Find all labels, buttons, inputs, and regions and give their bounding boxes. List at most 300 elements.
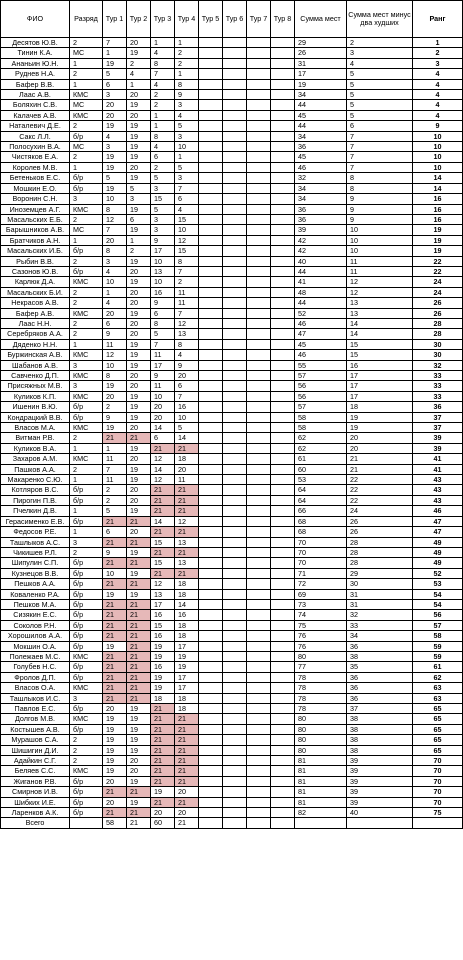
cell-rank: 19 bbox=[413, 246, 463, 256]
cell-tour-6 bbox=[223, 485, 247, 495]
cell-tour-2: 19 bbox=[127, 225, 151, 235]
cell-tour-7 bbox=[247, 527, 271, 537]
table-row bbox=[1, 152, 463, 162]
cell-tour-1: 6 bbox=[103, 318, 127, 328]
cell-tour-1: 20 bbox=[103, 110, 127, 120]
cell-category: б/р bbox=[70, 183, 103, 193]
cell-tour-2: 21 bbox=[127, 579, 151, 589]
cell-category: КМС bbox=[70, 391, 103, 401]
cell-tour-5 bbox=[199, 756, 223, 766]
cell-sum: 76 bbox=[295, 641, 347, 651]
cell-tour-6 bbox=[223, 412, 247, 422]
cell-tour-4: 12 bbox=[175, 318, 199, 328]
cell-tour-6 bbox=[223, 662, 247, 672]
table-row bbox=[1, 516, 463, 526]
cell-name: Коваленко Р.А. bbox=[1, 589, 70, 599]
cell-tour-5 bbox=[199, 808, 223, 818]
cell-tour-1: 9 bbox=[103, 547, 127, 557]
cell-rank: 4 bbox=[413, 90, 463, 100]
cell-tour-1: 21 bbox=[103, 610, 127, 620]
cell-tour-3: 17 bbox=[151, 599, 175, 609]
cell-tour-3: 1 bbox=[151, 121, 175, 131]
cell-rank: 57 bbox=[413, 620, 463, 630]
cell-tour-4: 9 bbox=[175, 90, 199, 100]
cell-tour-6 bbox=[223, 194, 247, 204]
cell-sum-minus-two: 18 bbox=[347, 402, 413, 412]
cell-tour-7 bbox=[247, 339, 271, 349]
cell-tour-5 bbox=[199, 38, 223, 48]
cell-sum-minus-two: 15 bbox=[347, 339, 413, 349]
cell-tour-6 bbox=[223, 506, 247, 516]
cell-sum: 34 bbox=[295, 183, 347, 193]
cell-tour-4: 20 bbox=[175, 371, 199, 381]
cell-sum-minus-two: 40 bbox=[347, 808, 413, 818]
cell-rank: 4 bbox=[413, 79, 463, 89]
cell-tour-3: 19 bbox=[151, 651, 175, 661]
cell-tour-4: 21 bbox=[175, 547, 199, 557]
cell-tour-1: 19 bbox=[103, 589, 127, 599]
cell-tour-5 bbox=[199, 90, 223, 100]
cell-tour-1: 19 bbox=[103, 724, 127, 734]
cell-sum-minus-two: 8 bbox=[347, 173, 413, 183]
cell-tour-3: 3 bbox=[151, 225, 175, 235]
cell-rank: 33 bbox=[413, 391, 463, 401]
cell-tour-4: 10 bbox=[175, 412, 199, 422]
table-row bbox=[1, 308, 463, 318]
cell-category: б/р bbox=[70, 402, 103, 412]
cell-tour-4: 21 bbox=[175, 495, 199, 505]
cell-tour-1: 19 bbox=[103, 756, 127, 766]
cell-tour-4: 2 bbox=[175, 48, 199, 58]
cell-tour-6 bbox=[223, 162, 247, 172]
cell-tour-5 bbox=[199, 443, 223, 453]
cell-category: 2 bbox=[70, 433, 103, 443]
cell-sum: 31 bbox=[295, 58, 347, 68]
cell-tour-8 bbox=[271, 599, 295, 609]
cell-tour-6 bbox=[223, 131, 247, 141]
cell-tour-6 bbox=[223, 402, 247, 412]
cell-tour-1: 21 bbox=[103, 433, 127, 443]
cell-rank: 47 bbox=[413, 527, 463, 537]
cell-category: 1 bbox=[70, 58, 103, 68]
cell-rank: 22 bbox=[413, 266, 463, 276]
cell-tour-4: 7 bbox=[175, 308, 199, 318]
cell-tour-6 bbox=[223, 756, 247, 766]
cell-tour-1: 8 bbox=[103, 371, 127, 381]
cell-name: Адайкин С.Г. bbox=[1, 756, 70, 766]
cell-rank: 10 bbox=[413, 152, 463, 162]
cell-sum: 58 bbox=[295, 423, 347, 433]
cell-tour-3: 9 bbox=[151, 298, 175, 308]
cell-tour-3: 19 bbox=[151, 787, 175, 797]
cell-tour-4: 4 bbox=[175, 204, 199, 214]
cell-tour-1: 21 bbox=[103, 672, 127, 682]
cell-tour-5 bbox=[199, 235, 223, 245]
table-row bbox=[1, 246, 463, 256]
cell-sum: 70 bbox=[295, 558, 347, 568]
cell-tour-4: 5 bbox=[175, 121, 199, 131]
cell-tour-4: 21 bbox=[175, 485, 199, 495]
cell-name: Жиганов Р.В. bbox=[1, 776, 70, 786]
cell-tour-7 bbox=[247, 194, 271, 204]
cell-rank: 16 bbox=[413, 204, 463, 214]
cell-sum-minus-two: 38 bbox=[347, 735, 413, 745]
cell-tour-7 bbox=[247, 152, 271, 162]
cell-tour-8 bbox=[271, 693, 295, 703]
table-row bbox=[1, 121, 463, 131]
cell-category: КМС bbox=[70, 204, 103, 214]
cell-rank: 16 bbox=[413, 194, 463, 204]
cell-tour-6 bbox=[223, 90, 247, 100]
table-row bbox=[1, 173, 463, 183]
cell-tour-6 bbox=[223, 527, 247, 537]
cell-tour-2: 19 bbox=[127, 350, 151, 360]
cell-sum-minus-two: 22 bbox=[347, 485, 413, 495]
cell-name: Федосов Р.Е. bbox=[1, 527, 70, 537]
table-row bbox=[1, 797, 463, 807]
cell-name: Калачев А.В. bbox=[1, 110, 70, 120]
cell-sum-minus-two: 13 bbox=[347, 298, 413, 308]
cell-sum: 53 bbox=[295, 475, 347, 485]
cell-category: б/р bbox=[70, 662, 103, 672]
cell-tour-3: 14 bbox=[151, 423, 175, 433]
cell-tour-8 bbox=[271, 641, 295, 651]
cell-tour-1: 21 bbox=[103, 693, 127, 703]
table-row bbox=[1, 298, 463, 308]
cell-tour-4: 20 bbox=[175, 808, 199, 818]
cell-tour-6 bbox=[223, 58, 247, 68]
cell-tour-6 bbox=[223, 558, 247, 568]
cell-tour-3: 21 bbox=[151, 704, 175, 714]
cell-sum-minus-two: 10 bbox=[347, 246, 413, 256]
cell-tour-8 bbox=[271, 225, 295, 235]
cell-tour-1: 19 bbox=[103, 745, 127, 755]
cell-name: Полежаев М.С. bbox=[1, 651, 70, 661]
cell-tour-4: 18 bbox=[175, 454, 199, 464]
cell-category: 2 bbox=[70, 298, 103, 308]
cell-tour-6 bbox=[223, 693, 247, 703]
cell-category: б/р bbox=[70, 797, 103, 807]
cell-tour-7 bbox=[247, 537, 271, 547]
cell-category: КМС bbox=[70, 110, 103, 120]
cell-tour-6 bbox=[223, 610, 247, 620]
cell-tour-4: 8 bbox=[175, 339, 199, 349]
cell-tour-5 bbox=[199, 173, 223, 183]
cell-tour-5 bbox=[199, 79, 223, 89]
cell-tour-7 bbox=[247, 329, 271, 339]
cell-name: Ларенков А.К. bbox=[1, 808, 70, 818]
cell-tour-3: 4 bbox=[151, 48, 175, 58]
cell-tour-7 bbox=[247, 371, 271, 381]
cell-tour-6 bbox=[223, 246, 247, 256]
cell-rank: 65 bbox=[413, 735, 463, 745]
cell-tour-3: 15 bbox=[151, 620, 175, 630]
cell-sum: 56 bbox=[295, 391, 347, 401]
table-row bbox=[1, 766, 463, 776]
table-row bbox=[1, 662, 463, 672]
cell-tour-7 bbox=[247, 235, 271, 245]
cell-rank: 49 bbox=[413, 558, 463, 568]
cell-tour-7 bbox=[247, 100, 271, 110]
cell-name: Захаров А.М. bbox=[1, 454, 70, 464]
cell-tour-2: 19 bbox=[127, 121, 151, 131]
cell-tour-4: 8 bbox=[175, 256, 199, 266]
cell-tour-2: 19 bbox=[127, 204, 151, 214]
cell-tour-7 bbox=[247, 745, 271, 755]
cell-tour-4: 3 bbox=[175, 100, 199, 110]
cell-sum: 68 bbox=[295, 516, 347, 526]
cell-tour-3: 3 bbox=[151, 214, 175, 224]
cell-tour-8 bbox=[271, 235, 295, 245]
cell-sum-minus-two: 11 bbox=[347, 266, 413, 276]
cell-name: Куликов К.П. bbox=[1, 391, 70, 401]
cell-tour-5 bbox=[199, 381, 223, 391]
cell-sum-minus-two: 7 bbox=[347, 131, 413, 141]
cell-tour-6 bbox=[223, 537, 247, 547]
cell-tour-5 bbox=[199, 693, 223, 703]
cell-tour-7 bbox=[247, 610, 271, 620]
cell-tour-6 bbox=[223, 620, 247, 630]
cell-tour-3: 20 bbox=[151, 808, 175, 818]
cell-tour-6 bbox=[223, 745, 247, 755]
cell-tour-7 bbox=[247, 776, 271, 786]
cell-tour-8 bbox=[271, 162, 295, 172]
cell-category: б/р bbox=[70, 631, 103, 641]
cell-category: 2 bbox=[70, 756, 103, 766]
cell-tour-7 bbox=[247, 266, 271, 276]
cell-tour-6 bbox=[223, 256, 247, 266]
cell-sum: 46 bbox=[295, 350, 347, 360]
cell-tour-2: 20 bbox=[127, 38, 151, 48]
cell-tour-4: 15 bbox=[175, 214, 199, 224]
cell-tour-2: 19 bbox=[127, 48, 151, 58]
cell-sum-minus-two: 10 bbox=[347, 225, 413, 235]
cell-name: Боляхин С.В. bbox=[1, 100, 70, 110]
cell-sum-minus-two: 20 bbox=[347, 433, 413, 443]
cell-tour-7 bbox=[247, 641, 271, 651]
table-row bbox=[1, 412, 463, 422]
cell-tour-7 bbox=[247, 495, 271, 505]
cell-tour-1: 10 bbox=[103, 194, 127, 204]
cell-rank: 22 bbox=[413, 256, 463, 266]
cell-tour-1: 21 bbox=[103, 558, 127, 568]
cell-tour-8 bbox=[271, 589, 295, 599]
cell-category: КМС bbox=[70, 90, 103, 100]
cell-tour-8 bbox=[271, 110, 295, 120]
cell-rank: 43 bbox=[413, 475, 463, 485]
cell-tour-5 bbox=[199, 631, 223, 641]
cell-name: Пашков А.А. bbox=[1, 464, 70, 474]
cell-tour-8 bbox=[271, 485, 295, 495]
cell-tour-1: 21 bbox=[103, 808, 127, 818]
cell-category: б/р bbox=[70, 131, 103, 141]
cell-name: Карлюк Д.А. bbox=[1, 277, 70, 287]
cell-tour-7 bbox=[247, 204, 271, 214]
cell-tour-6 bbox=[223, 350, 247, 360]
cell-category: 1 bbox=[70, 475, 103, 485]
cell-rank: 30 bbox=[413, 339, 463, 349]
cell-name: Тинин К.А. bbox=[1, 48, 70, 58]
cell-tour-5 bbox=[199, 589, 223, 599]
cell-tour-5 bbox=[199, 620, 223, 630]
cell-tour-3: 15 bbox=[151, 537, 175, 547]
cell-tour-1: 10 bbox=[103, 277, 127, 287]
cell-name: Масальских И.Б. bbox=[1, 246, 70, 256]
cell-tour-1: 9 bbox=[103, 412, 127, 422]
cell-tour-3: 21 bbox=[151, 766, 175, 776]
cell-tour-4: 18 bbox=[175, 704, 199, 714]
cell-tour-2: 21 bbox=[127, 662, 151, 672]
cell-rank: 59 bbox=[413, 641, 463, 651]
cell-name: Мурашов С.А. bbox=[1, 735, 70, 745]
cell-rank: 41 bbox=[413, 464, 463, 474]
cell-tour-1: 19 bbox=[103, 152, 127, 162]
cell-tour-5 bbox=[199, 495, 223, 505]
cell-tour-7 bbox=[247, 412, 271, 422]
cell-tour-4: 19 bbox=[175, 662, 199, 672]
cell-tour-8 bbox=[271, 787, 295, 797]
cell-tour-5 bbox=[199, 225, 223, 235]
table-row bbox=[1, 620, 463, 630]
cell-sum: 80 bbox=[295, 714, 347, 724]
cell-tour-6 bbox=[223, 475, 247, 485]
cell-tour-5 bbox=[199, 110, 223, 120]
cell-sum-minus-two: 14 bbox=[347, 318, 413, 328]
cell-rank: 4 bbox=[413, 110, 463, 120]
cell-tour-8 bbox=[271, 454, 295, 464]
cell-tour-4: 21 bbox=[175, 766, 199, 776]
cell-tour-2: 19 bbox=[127, 735, 151, 745]
cell-rank: 2 bbox=[413, 48, 463, 58]
cell-tour-5 bbox=[199, 402, 223, 412]
cell-tour-7 bbox=[247, 662, 271, 672]
cell-category: КМС bbox=[70, 683, 103, 693]
cell-sum-minus-two: 35 bbox=[347, 662, 413, 672]
cell-name: Костышев А.В. bbox=[1, 724, 70, 734]
table-row bbox=[1, 256, 463, 266]
cell-sum-minus-two: 38 bbox=[347, 745, 413, 755]
cell-sum-minus-two: 21 bbox=[347, 454, 413, 464]
cell-tour-4: 8 bbox=[175, 79, 199, 89]
cell-tour-3: 21 bbox=[151, 443, 175, 453]
table-row bbox=[1, 787, 463, 797]
cell-tour-6 bbox=[223, 641, 247, 651]
cell-tour-6 bbox=[223, 704, 247, 714]
cell-tour-7 bbox=[247, 599, 271, 609]
cell-rank: 47 bbox=[413, 516, 463, 526]
cell-tour-7 bbox=[247, 568, 271, 578]
cell-tour-3: 16 bbox=[151, 610, 175, 620]
cell-tour-5 bbox=[199, 516, 223, 526]
cell-tour-8 bbox=[271, 391, 295, 401]
cell-tour-4: 21 bbox=[175, 568, 199, 578]
table-row bbox=[1, 381, 463, 391]
cell-sum-minus-two: 15 bbox=[347, 350, 413, 360]
cell-tour-8 bbox=[271, 90, 295, 100]
cell-rank: 24 bbox=[413, 277, 463, 287]
cell-tour-4: 12 bbox=[175, 235, 199, 245]
cell-tour-1: 20 bbox=[103, 308, 127, 318]
cell-tour-4: 11 bbox=[175, 475, 199, 485]
cell-category: 3 bbox=[70, 537, 103, 547]
cell-category: 1 bbox=[70, 527, 103, 537]
cell-tour-3: 13 bbox=[151, 589, 175, 599]
cell-tour-5 bbox=[199, 506, 223, 516]
cell-sum-minus-two: 39 bbox=[347, 797, 413, 807]
cell-tour-4: 17 bbox=[175, 683, 199, 693]
cell-tour-7 bbox=[247, 298, 271, 308]
cell-tour-4: 18 bbox=[175, 579, 199, 589]
table-row bbox=[1, 745, 463, 755]
cell-tour-6 bbox=[223, 183, 247, 193]
cell-tour-8 bbox=[271, 735, 295, 745]
cell-name: Барышников А.В. bbox=[1, 225, 70, 235]
cell-tour-5 bbox=[199, 672, 223, 682]
cell-tour-1: 2 bbox=[103, 485, 127, 495]
cell-tour-8 bbox=[271, 464, 295, 474]
cell-sum-minus-two: 16 bbox=[347, 360, 413, 370]
cell-name: Кузнецов В.В. bbox=[1, 568, 70, 578]
cell-tour-6 bbox=[223, 142, 247, 152]
cell-tour-2: 20 bbox=[127, 371, 151, 381]
cell-tour-6 bbox=[223, 69, 247, 79]
cell-tour-6 bbox=[223, 787, 247, 797]
cell-tour-2: 21 bbox=[127, 537, 151, 547]
table-row bbox=[1, 329, 463, 339]
cell-tour-2: 5 bbox=[127, 183, 151, 193]
cell-tour-1: 2 bbox=[103, 495, 127, 505]
cell-category: б/р bbox=[70, 599, 103, 609]
cell-tour-7 bbox=[247, 121, 271, 131]
cell-tour-2: 21 bbox=[127, 558, 151, 568]
cell-name: Фролов Д.П. bbox=[1, 672, 70, 682]
table-row bbox=[1, 537, 463, 547]
cell-category: 1 bbox=[70, 162, 103, 172]
cell-name: Беляев С.С. bbox=[1, 766, 70, 776]
cell-name: Долгов М.В. bbox=[1, 714, 70, 724]
cell-tour-1: 7 bbox=[103, 225, 127, 235]
cell-name: Соколов Р.Н. bbox=[1, 620, 70, 630]
cell-tour-2: 4 bbox=[127, 69, 151, 79]
cell-tour-4: 21 bbox=[175, 745, 199, 755]
cell-category: 2 bbox=[70, 745, 103, 755]
cell-tour-8 bbox=[271, 329, 295, 339]
cell-tour-6 bbox=[223, 516, 247, 526]
cell-sum: 26 bbox=[295, 48, 347, 58]
cell-category: 2 bbox=[70, 329, 103, 339]
cell-tour-3: 19 bbox=[151, 641, 175, 651]
cell-tour-4: 9 bbox=[175, 360, 199, 370]
cell-sum: 78 bbox=[295, 683, 347, 693]
cell-category: 2 bbox=[70, 256, 103, 266]
cell-tour-2: 19 bbox=[127, 402, 151, 412]
cell-tour-2: 19 bbox=[127, 475, 151, 485]
cell-tour-8 bbox=[271, 371, 295, 381]
cell-tour-1: 21 bbox=[103, 683, 127, 693]
cell-sum-minus-two: 22 bbox=[347, 495, 413, 505]
cell-tour-7 bbox=[247, 766, 271, 776]
cell-tour-7 bbox=[247, 797, 271, 807]
cell-tour-2: 19 bbox=[127, 308, 151, 318]
cell-sum-minus-two: 8 bbox=[347, 183, 413, 193]
cell-category: 2 bbox=[70, 214, 103, 224]
cell-tour-8 bbox=[271, 287, 295, 297]
cell-tour-7 bbox=[247, 454, 271, 464]
cell-tour-6 bbox=[223, 579, 247, 589]
cell-tour-1: 11 bbox=[103, 454, 127, 464]
cell-sum: 60 bbox=[295, 464, 347, 474]
cell-sum: 61 bbox=[295, 454, 347, 464]
